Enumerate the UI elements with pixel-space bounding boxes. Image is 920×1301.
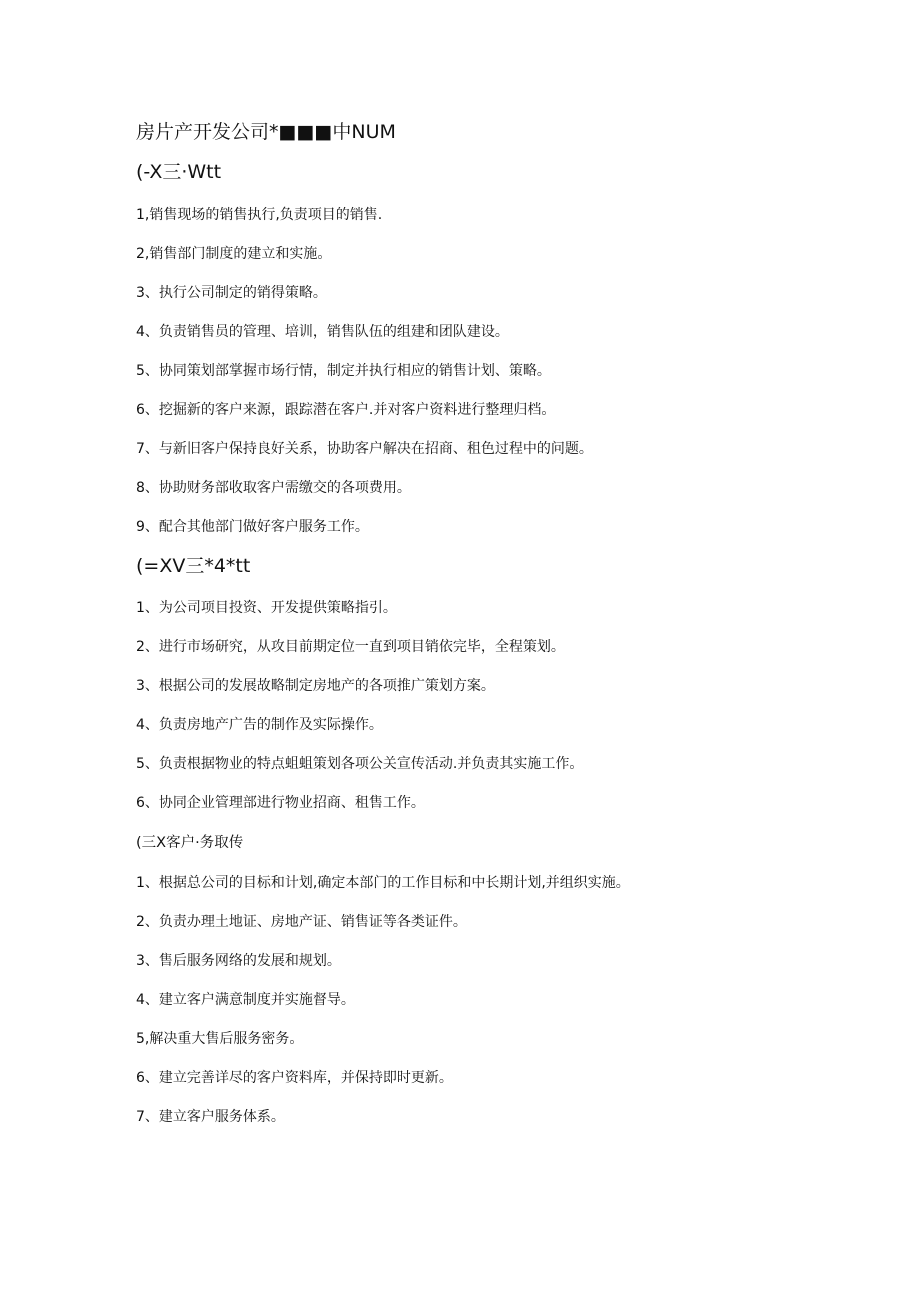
customer-service-duty-item: 5,解决重大售后服务密务。 [136, 1031, 304, 1047]
planning-duty-item: 6、协同企业管理部进行物业招商、租售工作。 [136, 795, 425, 811]
sales-duty-item: 6、挖掘新的客户来源，跟踪潜在客户.并对客户资料进行整理归档。 [136, 402, 556, 418]
section-heading-customer-service: (三X客户·务取传 [136, 835, 244, 851]
customer-service-duty-item: 2、负责办理土地证、房地产证、销售证等各类证件。 [136, 914, 467, 930]
planning-duty-item: 3、根据公司的发展故略制定房地产的各项推广策划方案。 [136, 678, 495, 694]
sales-duty-item: 9、配合其他部门做好客户服务工作。 [136, 519, 369, 535]
sales-duty-item: 1,销售现场的销售执行,负责项目的销售. [136, 207, 383, 223]
sales-duty-item: 3、执行公司制定的销得策略。 [136, 285, 327, 301]
planning-duty-item: 5、负责根据物业的特点蛆蛆策划各项公关宣传活动.并负责其实施工作。 [136, 756, 584, 772]
sales-duty-item: 5、协同策划部掌握市场行情，制定并执行相应的销售计划、策略。 [136, 363, 551, 379]
customer-service-duty-item: 4、建立客户满意制度并实施督导。 [136, 992, 355, 1008]
sales-duty-item: 8、协助财务部收取客户需缴交的各项费用。 [136, 480, 411, 496]
planning-duty-item: 1、为公司项目投资、开发提供策略指引。 [136, 600, 397, 616]
customer-service-duty-item: 1、根据总公司的目标和计划,确定本部门的工作目标和中长期计划,并组织实施。 [136, 875, 630, 891]
sales-duty-item: 2,销售部门制度的建立和实施。 [136, 246, 332, 262]
document-title: 房片产开发公司*■■■中NUM [136, 121, 396, 143]
section-heading-planning: (=XV三*4*tt [136, 555, 251, 577]
customer-service-duty-item: 7、建立客户服务体系。 [136, 1109, 285, 1125]
section-heading-sales: (-X三·Wtt [136, 161, 222, 183]
customer-service-duty-item: 6、建立完善详尽的客户资料库，并保持即时更新。 [136, 1070, 453, 1086]
sales-duty-item: 7、与新旧客户保持良好关系，协助客户解决在招商、租色过程中的问题。 [136, 441, 593, 457]
customer-service-duty-item: 3、售后服务网络的发展和规划。 [136, 953, 341, 969]
sales-duty-item: 4、负责销售员的管理、培训，销售队伍的组建和团队建设。 [136, 324, 509, 340]
planning-duty-item: 2、进行市场研究，从攻目前期定位一直到项目销依完毕，全程策划。 [136, 639, 565, 655]
planning-duty-item: 4、负责房地产广告的制作及实际操作。 [136, 717, 383, 733]
